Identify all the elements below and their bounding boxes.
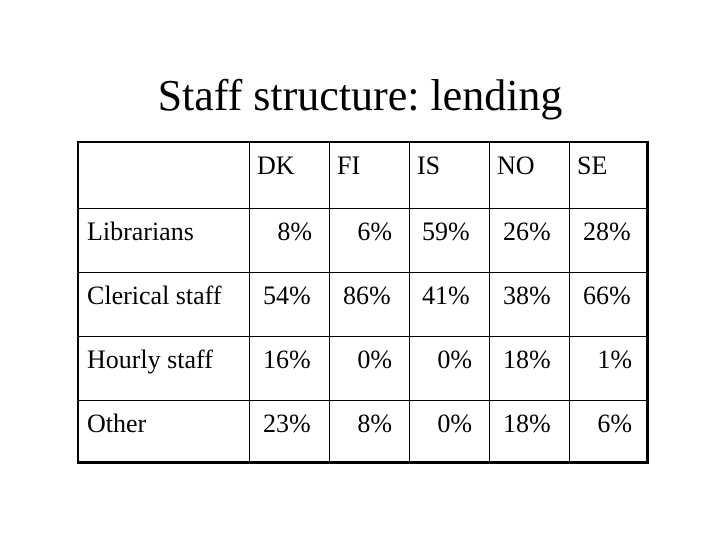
- col-header-dk: DK: [257, 151, 295, 180]
- col-divider: [249, 143, 250, 461]
- col-header-no: NO: [497, 151, 535, 180]
- cell-value: 66%: [583, 281, 631, 310]
- row-divider: [79, 272, 646, 273]
- row-label-librarians: Librarians: [87, 217, 194, 246]
- cell-value: 54%: [263, 281, 311, 310]
- cell-value: 18%: [503, 345, 551, 374]
- cell-value: 38%: [503, 281, 551, 310]
- col-header-is: IS: [417, 151, 441, 180]
- row-divider: [79, 336, 646, 337]
- cell-value: 18%: [503, 409, 551, 438]
- cell-value: 59%: [422, 217, 470, 246]
- row-label-clerical-staff: Clerical staff: [87, 281, 222, 310]
- cell-value: 28%: [583, 217, 631, 246]
- row-label-hourly-staff: Hourly staff: [87, 345, 213, 374]
- cell-value: 16%: [263, 345, 311, 374]
- cell-value: 8%: [277, 217, 312, 246]
- cell-value: 8%: [357, 409, 392, 438]
- row-divider: [79, 208, 646, 209]
- col-divider: [489, 143, 490, 461]
- cell-value: 86%: [343, 281, 391, 310]
- cell-value: 6%: [357, 217, 392, 246]
- page-title: Staff structure: lending: [157, 71, 563, 120]
- cell-value: 41%: [422, 281, 470, 310]
- cell-value: 1%: [597, 345, 632, 374]
- cell-value: 6%: [597, 409, 632, 438]
- col-header-se: SE: [577, 151, 608, 180]
- cell-value: 26%: [503, 217, 551, 246]
- cell-value: 23%: [263, 409, 311, 438]
- cell-value: 0%: [437, 409, 472, 438]
- col-divider: [569, 143, 570, 461]
- col-header-fi: FI: [337, 151, 361, 180]
- col-divider: [409, 143, 410, 461]
- cell-value: 0%: [437, 345, 472, 374]
- row-divider: [79, 400, 646, 401]
- row-label-other: Other: [87, 409, 147, 438]
- col-divider: [329, 143, 330, 461]
- cell-value: 0%: [357, 345, 392, 374]
- staff-table: [77, 141, 649, 464]
